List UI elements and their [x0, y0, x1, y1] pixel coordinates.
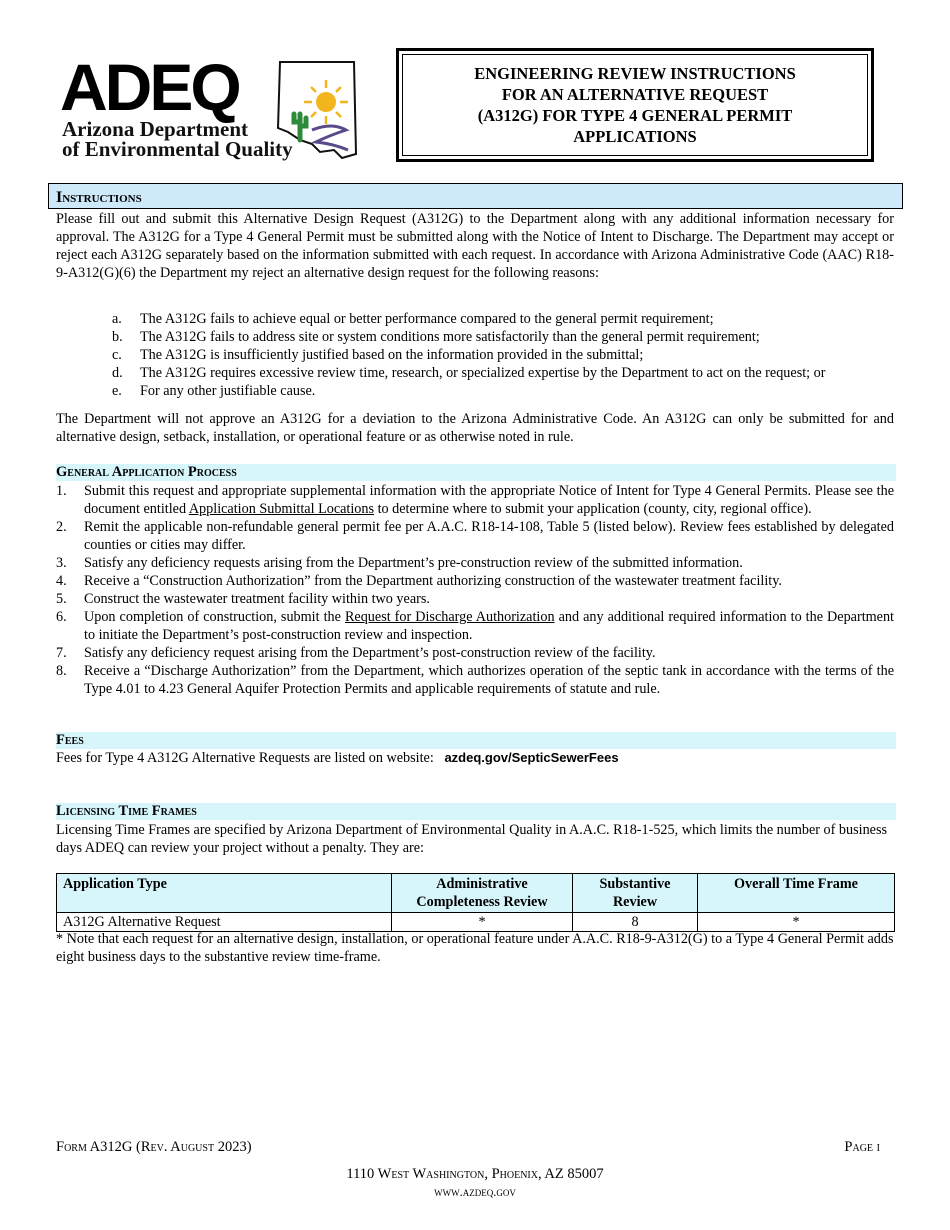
process-step — [56, 608, 894, 644]
reasons-list — [56, 310, 894, 400]
reason-item — [56, 328, 894, 346]
instructions-heading: Instructions — [56, 189, 142, 206]
step-link[interactable]: Application Submittal Locations — [188, 501, 375, 517]
step-marker: 5. — [56, 591, 67, 607]
reason-text: The A312G requires excessive review time, research, or specialized expertise by the Department to act on the request; or — [140, 365, 826, 381]
reason-marker: b. — [112, 329, 123, 345]
process-steps-list — [56, 482, 894, 698]
logo-line-1: Arizona Department — [62, 117, 249, 141]
time-frames-table — [56, 873, 895, 932]
cell-overall-time: * — [698, 913, 895, 932]
process-heading: General Application Process — [56, 464, 896, 481]
step-text: Remit the applicable non-refundable general permit fee per A.A.C. R18-14-108, Table 5 (listed below). Review fees established by delegated counties or cities may differ. — [84, 519, 894, 553]
step-text: Satisfy any deficiency request arising from the Department’s post-construction review of the facility. — [84, 645, 656, 661]
reason-item — [56, 364, 894, 382]
step-text: Satisfy any deficiency requests arising from the Department’s pre-construction review of the submitted information. — [84, 555, 743, 571]
reason-text: The A312G fails to address site or system conditions more satisfactorily than the general permit requirement; — [140, 329, 760, 345]
process-step — [56, 644, 894, 662]
reason-text: For any other justifiable cause. — [140, 383, 316, 399]
footer-address: 1110 West Washington, Phoenix, AZ 85007 — [346, 1166, 604, 1182]
reason-item — [56, 382, 894, 400]
step-marker: 2. — [56, 519, 67, 535]
reason-item — [56, 346, 894, 364]
step-marker: 3. — [56, 555, 67, 571]
fees-heading: Fees — [56, 732, 896, 749]
adeq-logo — [60, 50, 360, 163]
ltf-note: * Note that each request for an alternative design, installation, or operational feature under A.A.C. R18-9-A312(G) to a Type 4 General Permit adds eight business days to the substantive review time-frame. — [56, 931, 894, 965]
col-overall-time: Overall Time Frame — [698, 874, 895, 913]
instructions-header-bar — [48, 183, 903, 209]
reason-marker: c. — [112, 347, 122, 363]
process-step — [56, 572, 894, 590]
step-text: Receive a “Discharge Authorization” from the Department, which authorizes operation of the septic tank in accordance with the terms of the Type 4.01 to 4.23 General Aquifer Protection Permits and applicable requirements of statute and rule. — [84, 663, 894, 697]
instructions-closing: The Department will not approve an A312G for a deviation to the Arizona Administrative Code. An A312G can only be submitted for and alternative design, setback, installation, or operational feature or as otherwise noted in rule. — [56, 411, 894, 445]
logo-abbreviation: ADEQ — [60, 50, 239, 124]
instructions-intro: Please fill out and submit this Alternative Design Request (A312G) to the Department along with any additional information necessary for approval. The A312G for a Type 4 General Permit must be submitted along with the Notice of Intent to Discharge. The Department may accept or reject each A312G separately based on the information submitted with each request. In accordance with Arizona Administrative Code (AAC) R18-9-A312(G)(6) the Department my reject an alternative design request for the following reasons: — [56, 211, 894, 281]
cell-application-type: A312G Alternative Request — [57, 913, 392, 932]
document-title: ENGINEERING REVIEW INSTRUCTIONS FOR AN ALTERNATIVE REQUEST (A312G) FOR TYPE 4 GENERAL PERMIT APPLICATIONS — [474, 64, 796, 146]
process-step — [56, 482, 894, 518]
reason-text: The A312G fails to achieve equal or better performance compared to the general permit requirement; — [140, 311, 714, 327]
ltf-heading: Licensing Time Frames — [56, 803, 896, 820]
reason-text: The A312G is insufficiently justified based on the information provided in the submittal; — [140, 347, 644, 363]
fees-line — [56, 749, 894, 767]
table-row — [57, 913, 895, 932]
step-marker: 7. — [56, 645, 67, 661]
reason-item — [56, 310, 894, 328]
cell-substantive-review: 8 — [573, 913, 698, 932]
step-text: Construct the wastewater treatment facility within two years. — [84, 591, 430, 607]
logo-line-2: of Environmental Quality — [62, 137, 293, 161]
reason-marker: d. — [112, 365, 123, 381]
cell-admin-review: * — [392, 913, 573, 932]
process-step — [56, 662, 894, 698]
reason-marker: e. — [112, 383, 122, 399]
col-substantive-review: Substantive Review — [573, 874, 698, 913]
arizona-sun-icon — [276, 58, 360, 162]
title-box — [396, 48, 874, 162]
step-text: Upon completion of construction, submit the Request for Discharge Authorization and any additional required information to the Department to initiate the Department’s post-construction review and inspection. — [84, 609, 894, 643]
col-application-type: Application Type — [57, 874, 392, 913]
process-step — [56, 590, 894, 608]
step-marker: 4. — [56, 573, 67, 589]
table-header-row — [57, 874, 895, 913]
form-number: Form A312G (Rev. August 2023) — [56, 1139, 252, 1155]
process-step — [56, 554, 894, 572]
step-text: Submit this request and appropriate supplemental information with the appropriate Notice of Intent for Type 4 General Permits. Please see the document entitled Application Submittal Locations to determine where to submit your application (county, city, regional office). — [84, 483, 894, 517]
col-admin-review: Administrative Completeness Review — [392, 874, 573, 913]
footer-website[interactable]: www.azdeq.gov — [434, 1185, 516, 1199]
process-step — [56, 518, 894, 554]
fees-link[interactable]: azdeq.gov/SepticSewerFees — [444, 750, 619, 765]
fees-text: Fees for Type 4 A312G Alternative Requests are listed on website: — [56, 750, 434, 766]
ltf-text: Licensing Time Frames are specified by Arizona Department of Environmental Quality in A.A.C. R18-1-525, which limits the number of business days ADEQ can review your project without a penalty. They are: — [56, 822, 888, 856]
step-marker: 8. — [56, 663, 67, 679]
step-text: Receive a “Construction Authorization” from the Department authorizing construction of the wastewater treatment facility. — [84, 573, 782, 589]
page-number: Page i — [844, 1139, 880, 1155]
step-marker: 1. — [56, 483, 67, 499]
reason-marker: a. — [112, 311, 122, 327]
step-link[interactable]: Request for Discharge Authorization — [344, 609, 555, 625]
step-marker: 6. — [56, 609, 67, 625]
